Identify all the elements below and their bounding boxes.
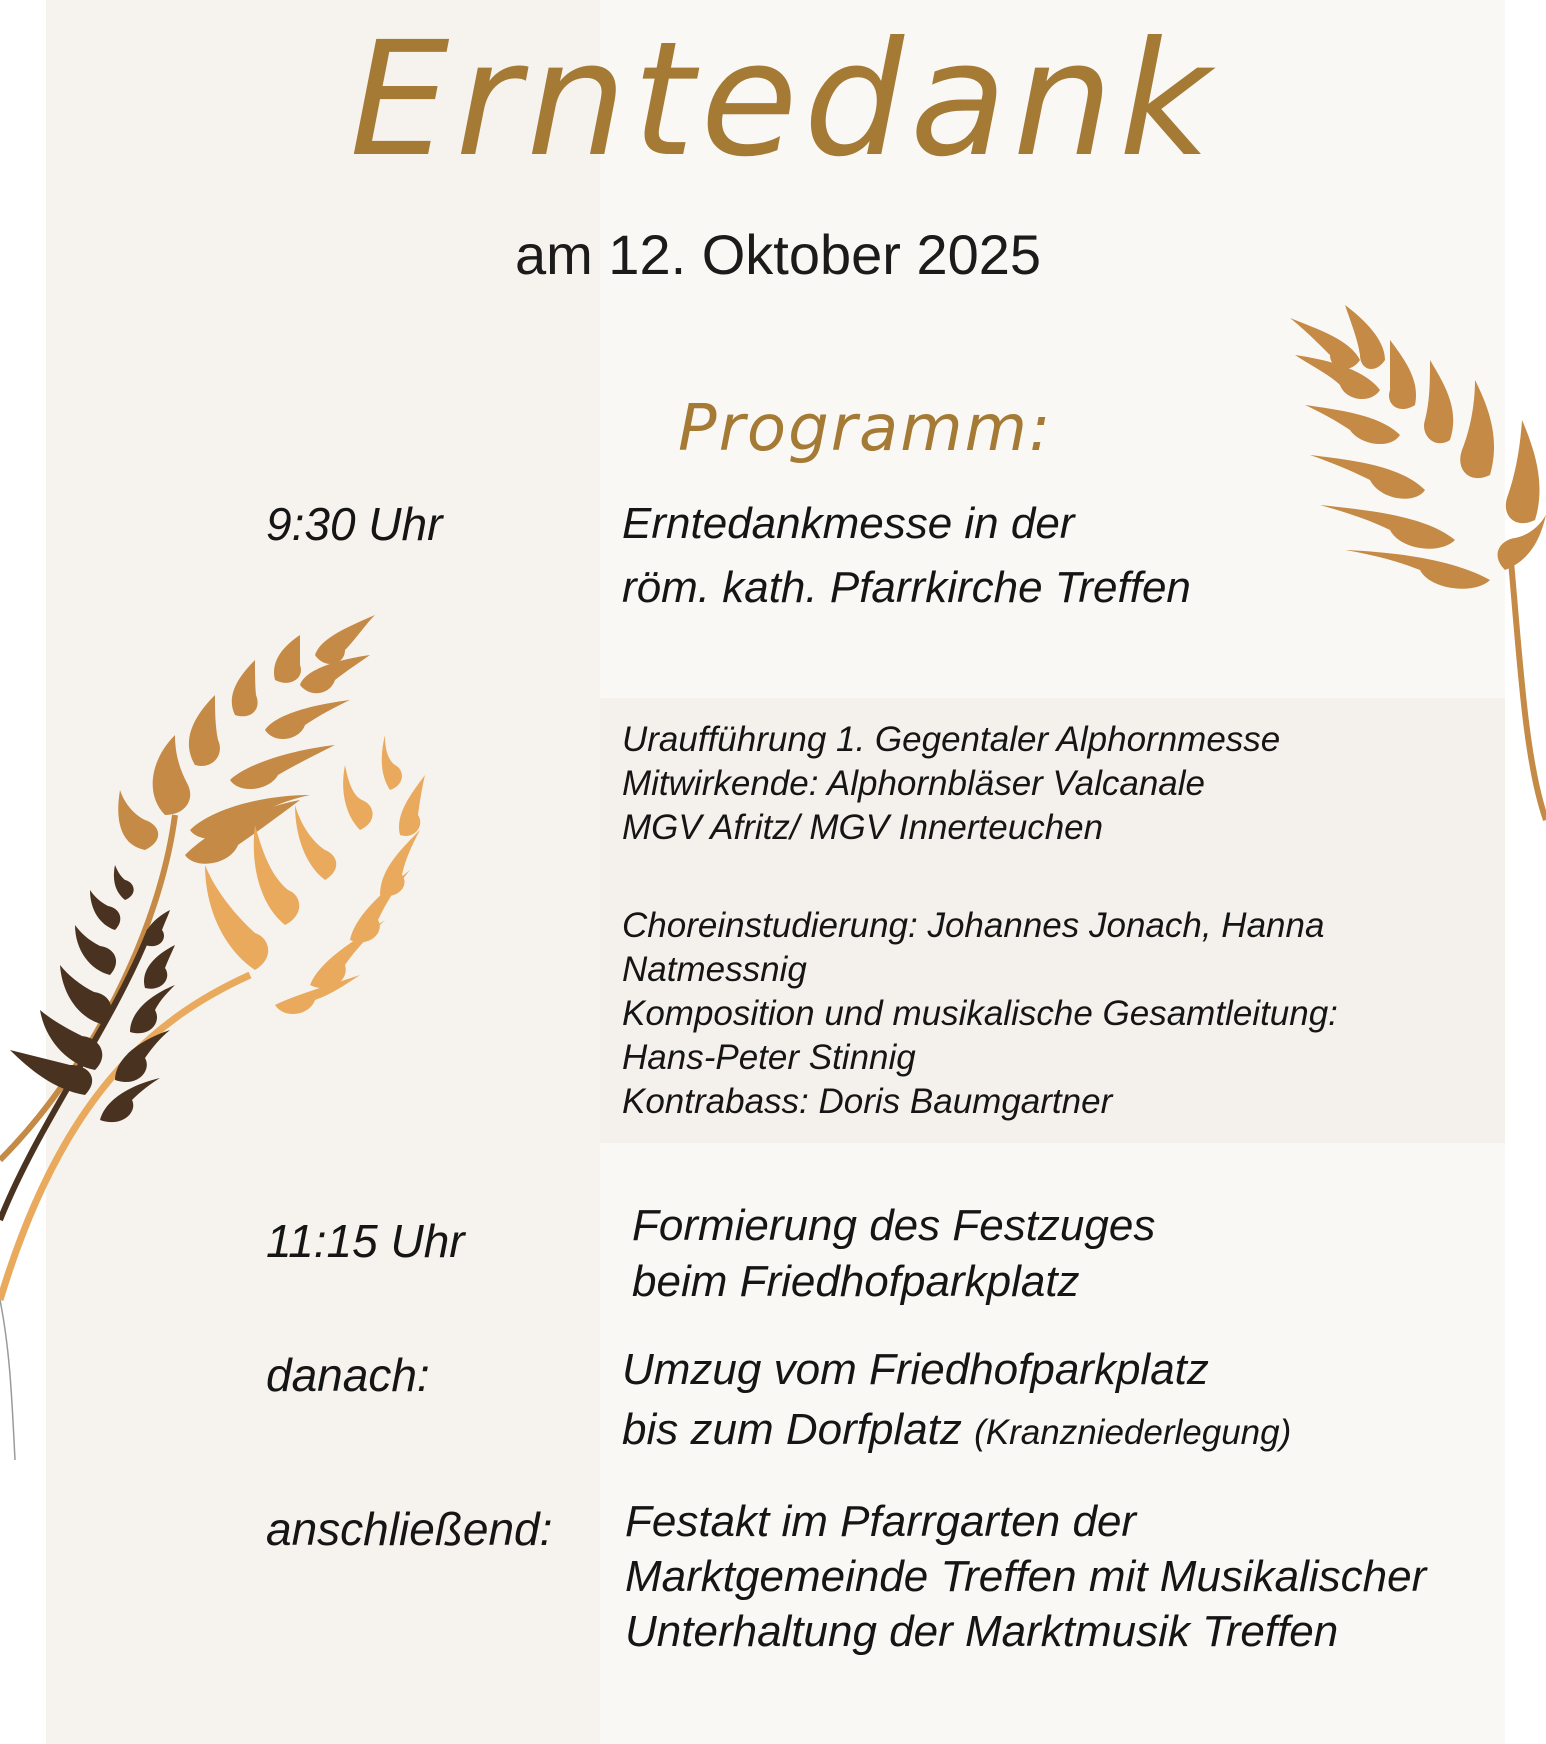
program-line: Unterhaltung der Marktmusik Treffen xyxy=(625,1607,1339,1656)
program-line: Umzug vom Friedhofparkplatz xyxy=(622,1345,1209,1394)
program-item-ceremony xyxy=(625,1494,1426,1659)
detail-line: Hans-Peter Stinnig xyxy=(622,1038,916,1077)
program-heading: Programm: xyxy=(678,392,1053,466)
program-line: röm. kath. Pfarrkirche Treffen xyxy=(622,563,1191,612)
detail-line: Uraufführung 1. Gegentaler Alphornmesse xyxy=(622,720,1281,759)
label-danach: danach: xyxy=(266,1349,430,1401)
program-item-procession xyxy=(622,1340,1291,1463)
wheat-ear-left-cluster-icon xyxy=(0,600,450,1600)
time-label-0930: 9:30 Uhr xyxy=(266,498,443,550)
detail-line: Komposition und musikalische Gesamtleitung: xyxy=(622,994,1338,1033)
program-line: Formierung des Festzuges xyxy=(632,1201,1156,1250)
label-anschliessend: anschließend: xyxy=(266,1503,553,1555)
wheat-ear-right-icon xyxy=(1290,300,1546,860)
time-label-1115: 11:15 Uhr xyxy=(266,1215,465,1267)
program-line: Festakt im Pfarrgarten der xyxy=(625,1497,1137,1546)
program-details-premiere xyxy=(622,718,1280,850)
program-line: bis zum Dorfplatz xyxy=(622,1405,962,1454)
program-item-formation xyxy=(632,1198,1155,1310)
detail-line: Choreinstudierung: Johannes Jonach, Hanna xyxy=(622,906,1325,945)
detail-line: Natmessnig xyxy=(622,950,807,989)
detail-line: Mitwirkende: Alphornbläser Valcanale xyxy=(622,764,1205,803)
detail-line: MGV Afritz/ MGV Innerteuchen xyxy=(622,808,1104,847)
program-item-mass xyxy=(622,492,1191,620)
program-details-credits xyxy=(622,904,1338,1124)
event-date: am 12. Oktober 2025 xyxy=(514,223,1042,286)
program-line: Erntedankmesse in der xyxy=(622,499,1075,548)
program-line: beim Friedhofparkplatz xyxy=(632,1257,1080,1306)
detail-line: Kontrabass: Doris Baumgartner xyxy=(622,1082,1113,1121)
poster-title: Erntedank xyxy=(349,8,1217,192)
program-note: (Kranzniederlegung) xyxy=(974,1413,1292,1452)
program-line: Marktgemeinde Treffen mit Musikalischer xyxy=(625,1552,1427,1601)
